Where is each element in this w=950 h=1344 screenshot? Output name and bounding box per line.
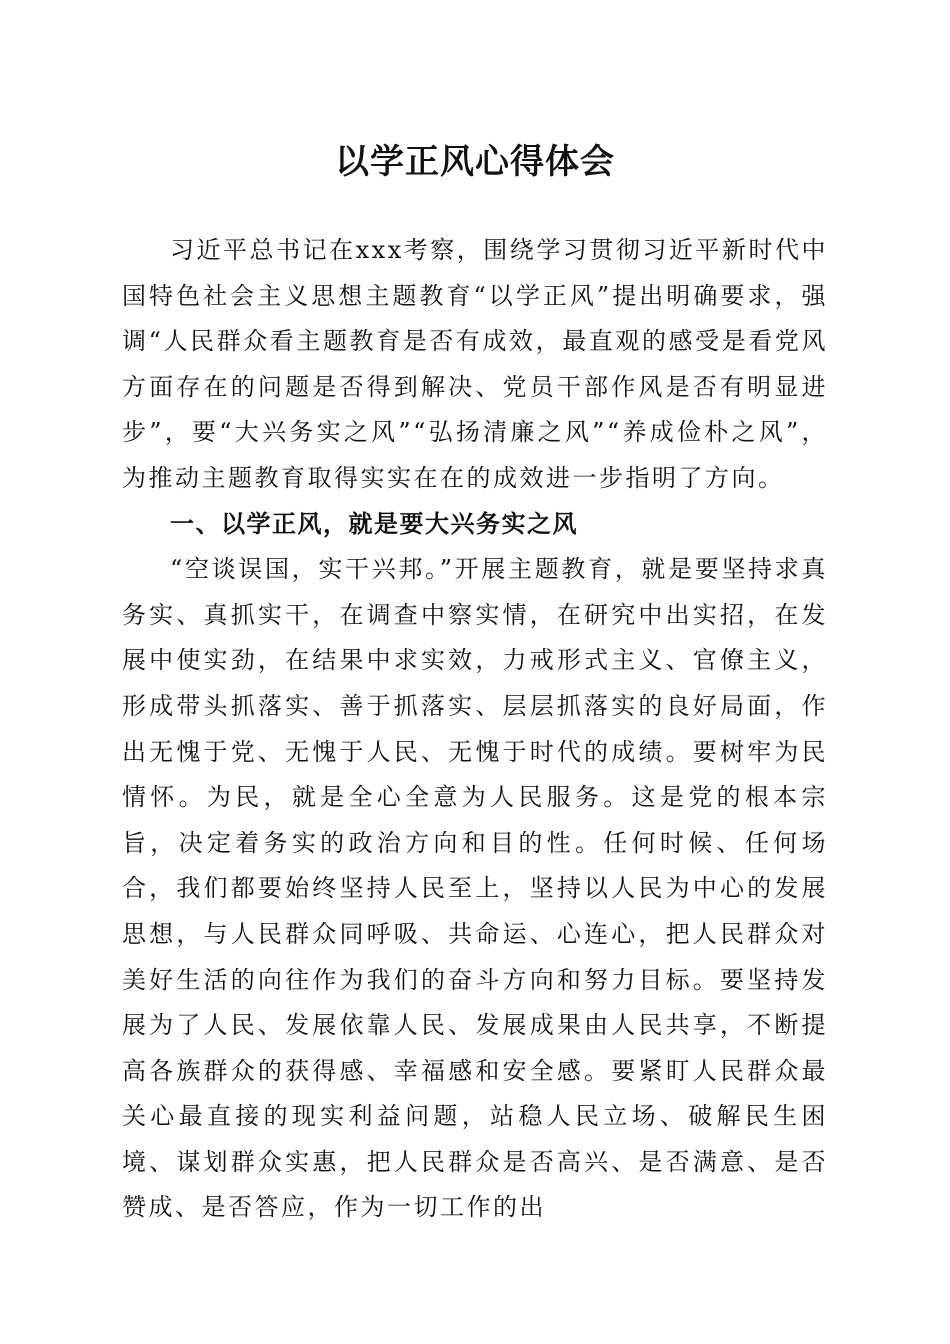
document-body: [122, 228, 828, 1231]
intro-paragraph: 习近平总书记在xxx考察，围绕学习贯彻习近平新时代中国特色社会主义思想主题教育“以学正风”提出明确要求，强调“人民群众看主题教育是否有成效，最直观的感受是看党风方面存在的问题是否得到解决、党员干部作风是否有明显进步”，要“大兴务实之风”“弘扬清廉之风”“养成俭朴之风”，为推动主题教育取得实实在在的成效进一步指明了方向。: [122, 236, 828, 492]
document-title: 以学正风心得体会: [335, 142, 615, 182]
section-heading: 一、以学正风，就是要大兴务实之风: [170, 509, 578, 538]
body-paragraph: “空谈误国，实干兴邦。”开展主题教育，就是要坚持求真务实、真抓实干，在调查中察实情，在研究中出实招，在发展中使实劲，在结果中求实效，力戒形式主义、官僚主义，形成带头抓落实、善于抓落实、层层抓落实的良好局面，作出无愧于党、无愧于人民、无愧于时代的成绩。要树牢为民情怀。为民，就是全心全意为人民服务。这是党的根本宗旨，决定着务实的政治方向和目的性。任何时候、任何场合，我们都要始终坚持人民至上，坚持以人民为中心的发展思想，与人民群众同呼吸、共命运、心连心，把人民群众对美好生活的向往作为我们的奋斗方向和努力目标。要坚持发展为了人民、发展依靠人民、发展成果由人民共享，不断提高各族群众的获得感、幸福感和安全感。要紧盯人民群众最关心最直接的现实利益问题，站稳人民立场、破解民生困境、谋划群众实惠，把人民群众是否高兴、是否满意、是否赞成、是否答应，作为一切工作的出: [122, 555, 828, 1222]
